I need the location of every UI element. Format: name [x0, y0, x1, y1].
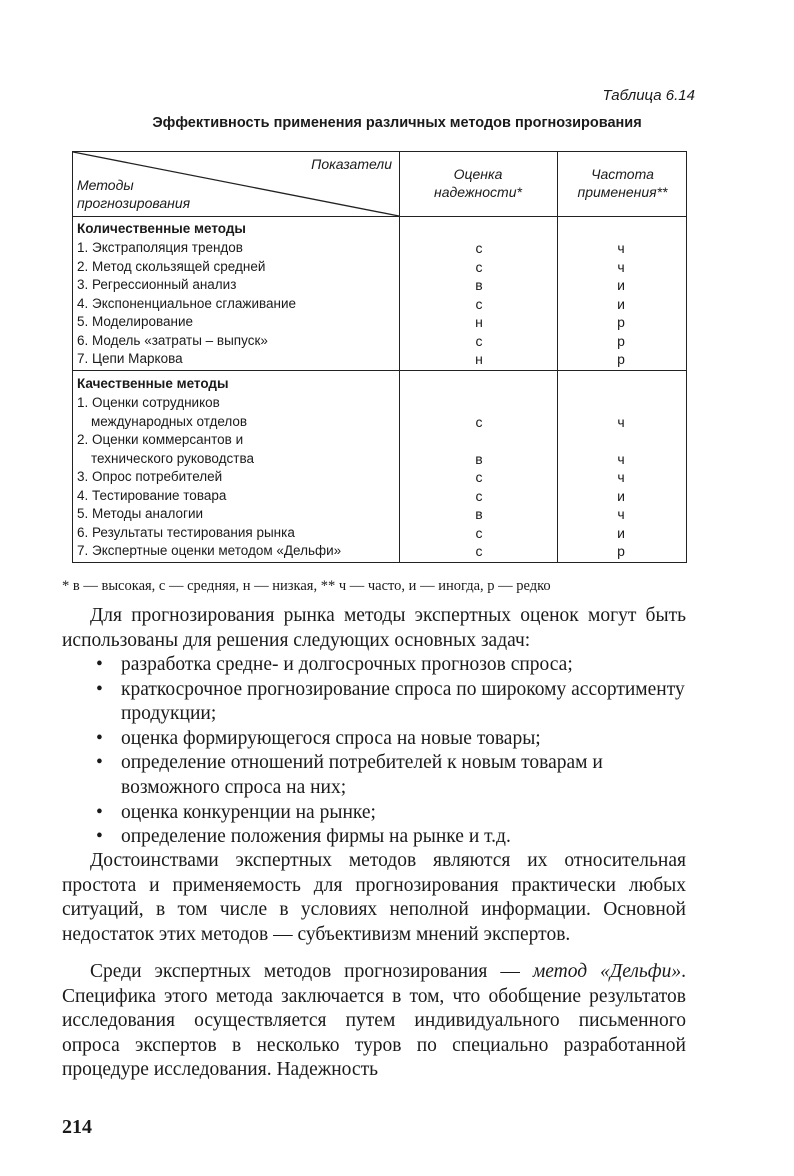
- intro-paragraph: Для прогнозирования рынка методы экспертных оценок могут быть использованы для решения следующих основных задач:: [62, 605, 686, 651]
- table-row: 5. Методы аналогии: [77, 506, 204, 521]
- bullet-icon: •: [96, 727, 103, 749]
- bullet-icon: •: [96, 752, 103, 774]
- table-row-continuation: международных отделов: [91, 413, 248, 429]
- table-row: 3. Регрессионный анализ: [77, 277, 237, 292]
- table-title: Эффективность применения различных методов прогнозирования: [152, 115, 642, 131]
- header-divider: [73, 216, 686, 217]
- column-divider: [557, 152, 558, 562]
- list-item: • определение положения фирмы на рынке и т.д.: [96, 825, 688, 850]
- frequency-cell: ч: [617, 506, 625, 522]
- table-row: 5. Моделирование: [77, 314, 194, 329]
- frequency-cell: р: [617, 351, 625, 367]
- header-frequency: применения**: [577, 184, 668, 200]
- group-title: Количественные методы: [77, 221, 246, 236]
- delphi-method-term: метод «Дельфи»: [532, 961, 682, 982]
- reliability-cell: с: [475, 543, 483, 559]
- reliability-cell: в: [475, 506, 483, 522]
- bullet-icon: •: [96, 801, 103, 823]
- page-number: 214: [62, 1116, 92, 1138]
- advantages-paragraph: Достоинствами экспертных методов являются их относительная простота и применяемость для прогнозирования практически любых ситуаций, в том числе в условиях неполной информации. Основной недостаток этих методов — субъективизм мнений экспертов.: [62, 850, 686, 945]
- table-row: 7. Экспертные оценки методом «Дельфи»: [77, 543, 342, 558]
- header-indicators: Показатели: [311, 156, 392, 172]
- table-row: 4. Экспоненциальное сглаживание: [77, 295, 297, 311]
- reliability-cell: в: [475, 277, 483, 293]
- list-item: • определение отношений потребителей к новым товарам и возможного спроса на них;: [96, 752, 603, 798]
- header-frequency: Частота: [591, 166, 654, 182]
- table-footnote: * в — высокая, с — средняя, н — низкая, ** ч — часто, и — иногда, р — редко: [62, 578, 551, 594]
- reliability-cell: с: [475, 332, 483, 349]
- list-item: • оценка формирующегося спроса на новые товары;: [96, 727, 688, 752]
- frequency-cell: и: [617, 487, 625, 504]
- table-row: 2. Метод скользящей средней: [77, 258, 266, 274]
- bullet-icon: •: [96, 678, 103, 700]
- table-row: 7. Цепи Маркова: [77, 351, 183, 366]
- table-row: 1. Экстраполяция трендов: [77, 240, 243, 255]
- table-caption: Таблица 6.14: [602, 87, 695, 104]
- frequency-cell: ч: [617, 450, 625, 467]
- table-row: 4. Тестирование товара: [77, 487, 227, 503]
- frequency-cell: и: [617, 295, 625, 312]
- bullet-icon: •: [96, 826, 103, 848]
- header-reliability: надежности*: [434, 184, 522, 200]
- reliability-cell: с: [475, 524, 483, 541]
- delphi-paragraph: Среди экспертных методов прогнозирования — метод «Дельфи». Специфика этого метода заключается в том, что обобщение результатов исследования осуществляется путем индивидуального письменного опроса экспертов в несколько туров по специально разработанной процедуре исследования. Надежность: [62, 961, 686, 1081]
- frequency-cell: и: [617, 277, 625, 293]
- reliability-cell: с: [475, 295, 483, 312]
- reliability-cell: в: [475, 450, 483, 467]
- frequency-cell: ч: [617, 413, 625, 430]
- table-row: 6. Модель «затраты – выпуск»: [77, 332, 268, 348]
- bullet-icon: •: [96, 654, 103, 675]
- reliability-cell: с: [475, 469, 483, 485]
- frequency-cell: ч: [617, 469, 625, 485]
- frequency-cell: ч: [617, 258, 625, 275]
- header-methods: прогнозирования: [77, 195, 191, 211]
- header-methods: Методы: [77, 177, 134, 193]
- header-reliability: Оценка: [453, 166, 503, 182]
- methods-table: [72, 151, 687, 563]
- table-row: 6. Результаты тестирования рынка: [77, 524, 295, 540]
- table-row: 3. Опрос потребителей: [77, 469, 223, 484]
- reliability-cell: н: [475, 314, 483, 330]
- column-divider: [399, 152, 400, 562]
- table-row-continuation: технического руководства: [91, 450, 254, 466]
- table-row: 2. Оценки коммерсантов и: [77, 432, 244, 447]
- group-divider: [73, 370, 686, 371]
- list-item: • разработка средне- и долгосрочных прогнозов спроса;: [96, 653, 688, 678]
- reliability-cell: с: [475, 240, 483, 256]
- frequency-cell: р: [617, 543, 625, 559]
- list-item: • оценка конкуренции на рынке;: [96, 801, 688, 826]
- table-row: 1. Оценки сотрудников: [77, 395, 220, 410]
- reliability-cell: н: [475, 351, 483, 367]
- frequency-cell: р: [617, 314, 625, 330]
- frequency-cell: р: [617, 332, 625, 349]
- reliability-cell: с: [475, 258, 483, 275]
- group-title: Качественные методы: [77, 376, 229, 391]
- task-list: [96, 653, 688, 850]
- list-item: • краткосрочное прогнозирование спроса по широкому ассортименту продукции;: [96, 678, 685, 725]
- frequency-cell: ч: [617, 240, 625, 256]
- reliability-cell: с: [475, 487, 483, 504]
- reliability-cell: с: [475, 413, 483, 430]
- frequency-cell: и: [617, 524, 625, 541]
